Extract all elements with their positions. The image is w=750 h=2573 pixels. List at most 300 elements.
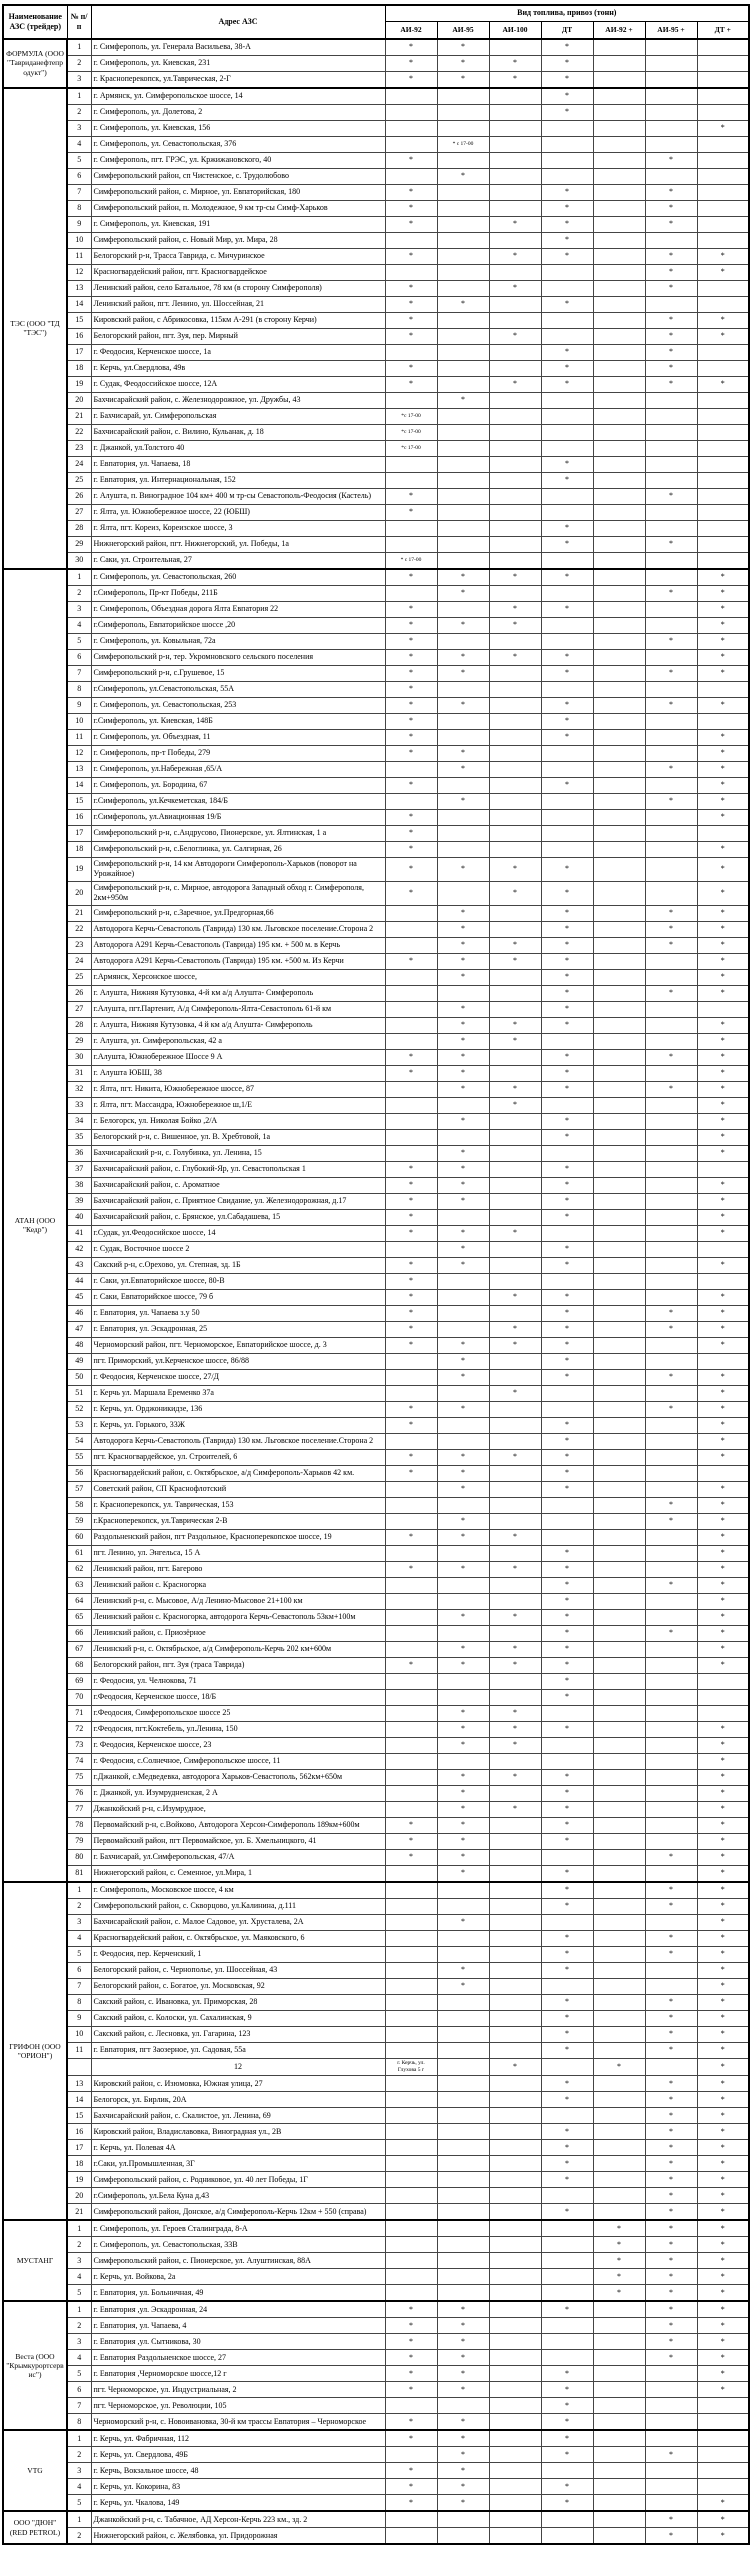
fuel-availability-cell [593,2447,645,2463]
row-number-cell: 1 [67,39,91,56]
address-cell: г. Судак, Феодоссийское шоссе, 12А [91,376,385,392]
table-row [3,120,749,136]
fuel-availability-cell: * [541,1209,593,1225]
fuel-availability-cell [437,1417,489,1433]
row-number-cell: 21 [67,2204,91,2221]
table-row [3,2042,749,2058]
row-number-cell: 2 [67,2237,91,2253]
fuel-availability-cell [541,408,593,424]
fuel-availability-cell [385,1017,437,1033]
table-row [3,1113,749,1129]
fuel-availability-cell: * [645,1369,697,1385]
fuel-availability-cell [593,216,645,232]
trader-name-cell: Веста (ООО "Крымкурортсервис") [3,2301,67,2430]
fuel-availability-cell [697,408,749,424]
table-row [3,504,749,520]
fuel-availability-cell [593,1209,645,1225]
fuel-availability-cell [437,248,489,264]
row-number-cell: 56 [67,1465,91,1481]
fuel-availability-cell [593,1513,645,1529]
address-cell: Нижнегорский район, с. Семенное, ул.Мира, 1 [91,1865,385,1882]
address-cell: Ленинский район, пгт. Багерово [91,1561,385,1577]
fuel-availability-cell: * [385,1161,437,1177]
fuel-availability-cell [437,1129,489,1145]
fuel-availability-cell: * [437,1561,489,1577]
table-row [3,1513,749,1529]
fuel-availability-cell [437,2285,489,2302]
row-number-cell: 6 [67,649,91,665]
fuel-availability-cell [645,1257,697,1273]
fuel-availability-cell [489,2140,541,2156]
row-number-cell: 27 [67,504,91,520]
fuel-availability-cell: * [645,2528,697,2545]
address-cell: г. Симферополь, ул. Героев Сталинграда, 8-А [91,2220,385,2237]
fuel-availability-cell [593,1257,645,1273]
fuel-availability-cell: * [541,857,593,881]
fuel-availability-cell: * [645,921,697,937]
row-number-cell: 74 [67,1753,91,1769]
address-cell: г. Армянск, ул. Симферопольское шоссе, 14 [91,88,385,105]
fuel-availability-cell [645,1833,697,1849]
fuel-availability-cell [437,360,489,376]
row-number-cell: 4 [67,2479,91,2495]
fuel-availability-cell [645,520,697,536]
trader-name-cell: ООО "ДЮН" (RED PETROL) [3,2511,67,2544]
fuel-availability-cell [593,2479,645,2495]
fuel-availability-cell [385,264,437,280]
fuel-availability-cell: * [437,2495,489,2512]
address-cell: г. Керчь, ул. Орджоникидзе, 136 [91,1401,385,1417]
fuel-availability-cell [489,312,541,328]
address-cell: г. Евпатория, пгт Заозерное, ул. Садовая, 55а [91,2042,385,2058]
fuel-availability-cell [593,2172,645,2188]
fuel-availability-cell [385,2528,437,2545]
fuel-availability-cell: * [541,777,593,793]
fuel-availability-cell: * [385,2350,437,2366]
fuel-availability-cell [593,1882,645,1899]
row-number-cell: 2 [67,104,91,120]
fuel-availability-cell: * [541,1465,593,1481]
fuel-availability-cell: * [541,2156,593,2172]
fuel-availability-cell: * [697,1849,749,1865]
fuel-availability-cell: * [385,2414,437,2431]
fuel-availability-cell [385,1689,437,1705]
fuel-availability-cell [541,552,593,569]
fuel-availability-cell [489,697,541,713]
fuel-availability-cell: * [541,39,593,56]
fuel-availability-cell: * [697,1898,749,1914]
fuel-availability-cell: * [697,921,749,937]
fuel-availability-cell [541,264,593,280]
fuel-availability-cell [593,312,645,328]
fuel-availability-cell [489,1545,541,1561]
fuel-availability-cell: * [437,1865,489,1882]
address-cell: Автодорога Керчь-Севастополь (Таврида) 130 км. Льговское поселение.Сторона 2 [91,921,385,937]
fuel-availability-cell [437,2528,489,2545]
fuel-availability-cell [489,2188,541,2204]
fuel-availability-cell [489,168,541,184]
fuel-availability-cell [697,713,749,729]
table-row [3,649,749,665]
address-cell: г. Судак, Восточное шоссе 2 [91,1241,385,1257]
fuel-availability-cell: * [489,2058,541,2076]
fuel-availability-cell: * [437,55,489,71]
fuel-availability-cell [385,2156,437,2172]
fuel-availability-cell [489,2092,541,2108]
address-cell: г. Джанкой, ул. Изумрудненская, 2 А [91,1785,385,1801]
fuel-availability-cell [437,440,489,456]
fuel-availability-cell: * [385,841,437,857]
table-row [3,1225,749,1241]
fuel-availability-cell [437,1385,489,1401]
fuel-availability-cell: * [697,1657,749,1673]
fuel-availability-cell: * [645,2042,697,2058]
fuel-availability-cell: * [489,881,541,905]
row-number-cell: 4 [67,2269,91,2285]
table-row [3,1337,749,1353]
fuel-availability-cell [541,1225,593,1241]
row-number-cell: 54 [67,1433,91,1449]
fuel-availability-cell: * [385,825,437,841]
fuel-availability-cell: * [541,2092,593,2108]
address-cell: г. Евпатория, ул. Чапаева, 18 [91,456,385,472]
address-cell: Бахчисарайский р-н, с. Голубинка, ул. Ленина, 15 [91,1145,385,1161]
fuel-availability-cell [593,344,645,360]
fuel-availability-cell [437,264,489,280]
fuel-availability-cell: *с 17-00 [385,408,437,424]
row-number-cell: 11 [67,248,91,264]
fuel-availability-cell [437,216,489,232]
row-number-cell: 4 [67,2350,91,2366]
fuel-availability-cell [489,1689,541,1705]
trader-name-cell: АТАН (ООО "Кедр") [3,569,67,1882]
fuel-availability-cell [645,39,697,56]
fuel-availability-cell [593,296,645,312]
row-number-cell: 47 [67,1321,91,1337]
table-row [3,2301,749,2318]
fuel-availability-cell: * [697,1257,749,1273]
fuel-availability-cell: * [489,1657,541,1673]
fuel-availability-cell: * [541,665,593,681]
fuel-availability-cell: * [697,1177,749,1193]
fuel-availability-cell: * [385,1177,437,1193]
fuel-availability-cell: * [541,1865,593,1882]
table-row [3,1097,749,1113]
fuel-availability-cell [385,1994,437,2010]
row-number-cell: 77 [67,1801,91,1817]
fuel-availability-cell [541,1033,593,1049]
fuel-availability-cell [489,777,541,793]
fuel-availability-cell [489,488,541,504]
fuel-availability-cell: * [385,665,437,681]
fuel-availability-cell [645,408,697,424]
fuel-availability-cell [541,1978,593,1994]
fuel-availability-cell [593,1449,645,1465]
fuel-availability-cell: * [645,937,697,953]
fuel-availability-cell: * [437,1017,489,1033]
fuel-availability-cell [489,585,541,601]
fuel-availability-cell: * [385,1417,437,1433]
fuel-availability-cell [541,168,593,184]
table-row [3,328,749,344]
fuel-availability-cell [697,1353,749,1369]
fuel-availability-cell: * [385,569,437,586]
fuel-availability-cell: * [645,1321,697,1337]
fuel-availability-cell [697,152,749,168]
fuel-availability-cell [645,456,697,472]
fuel-availability-cell: * [645,2140,697,2156]
fuel-availability-cell [437,2092,489,2108]
fuel-availability-cell [593,200,645,216]
table-row [3,1673,749,1689]
address-cell: г. Бахчисарай, ул.Симферопольская, 47/А [91,1849,385,1865]
fuel-availability-cell: * [541,1817,593,1833]
fuel-availability-cell [385,2188,437,2204]
table-row [3,2108,749,2124]
fuel-availability-cell [437,1097,489,1113]
fuel-availability-cell: * [645,2285,697,2302]
fuel-availability-cell [697,504,749,520]
fuel-availability-cell: * [697,2026,749,2042]
row-number-cell: 16 [67,809,91,825]
row-number-cell: 42 [67,1241,91,1257]
table-row [3,1753,749,1769]
fuel-availability-cell [697,1689,749,1705]
table-row [3,71,749,88]
fuel-availability-cell: * [385,184,437,200]
fuel-availability-cell [645,1353,697,1369]
fuel-availability-cell: * [437,2334,489,2350]
fuel-availability-cell [593,120,645,136]
fuel-availability-cell: * [541,1257,593,1273]
fuel-availability-cell: * [697,585,749,601]
table-row [3,2398,749,2414]
fuel-availability-cell: * [541,1065,593,1081]
fuel-availability-cell: * [385,697,437,713]
fuel-availability-cell: * [437,1737,489,1753]
fuel-availability-cell [541,2350,593,2366]
address-cell: г.Красноперекопск, ул.Таврическая 2-В [91,1513,385,1529]
fuel-availability-cell [385,1721,437,1737]
fuel-availability-cell: * [437,2430,489,2447]
fuel-availability-cell [645,1705,697,1721]
fuel-availability-cell: * [437,569,489,586]
fuel-availability-cell: * [541,2382,593,2398]
fuel-availability-cell: * [385,1833,437,1849]
table-row [3,1737,749,1753]
address-cell: пгт. Приморский, ул.Керченское шоссе, 86/88 [91,1353,385,1369]
fuel-availability-cell: * [697,881,749,905]
fuel-availability-cell [593,504,645,520]
fuel-availability-cell [593,1385,645,1401]
fuel-availability-cell: * [541,1994,593,2010]
fuel-availability-cell [593,2366,645,2382]
fuel-availability-cell [489,456,541,472]
table-row [3,1801,749,1817]
fuel-availability-cell: * [437,1529,489,1545]
fuel-availability-cell: * [489,280,541,296]
fuel-availability-cell: * [489,1529,541,1545]
row-number-cell: 2 [67,2447,91,2463]
fuel-availability-cell: * [541,2430,593,2447]
fuel-availability-cell [593,440,645,456]
fuel-availability-cell: * [697,1545,749,1561]
fuel-availability-cell: * [489,601,541,617]
fuel-availability-cell [593,2092,645,2108]
row-number-cell: 64 [67,1593,91,1609]
fuel-availability-cell [541,1737,593,1753]
fuel-availability-cell [593,857,645,881]
fuel-availability-cell [645,569,697,586]
fuel-availability-cell [437,2237,489,2253]
row-number-cell: 43 [67,1257,91,1273]
fuel-availability-cell [541,280,593,296]
fuel-availability-cell: * [593,2058,645,2076]
address-cell: г. Евпатория ,Черноморское шоссе,12 г [91,2366,385,2382]
fuel-availability-cell: * [697,2318,749,2334]
fuel-availability-cell [489,520,541,536]
fuel-availability-cell [385,104,437,120]
fuel-availability-cell: * [541,2026,593,2042]
row-number-cell: 78 [67,1817,91,1833]
fuel-availability-cell [489,424,541,440]
fuel-availability-cell [489,1401,541,1417]
fuel-availability-cell [593,2124,645,2140]
fuel-availability-cell: * [437,1914,489,1930]
fuel-availability-cell [437,2140,489,2156]
fuel-availability-cell: * [437,1113,489,1129]
fuel-availability-cell [437,344,489,360]
fuel-availability-cell: * [385,2430,437,2447]
fuel-availability-cell [593,184,645,200]
fuel-availability-cell [697,488,749,504]
fuel-availability-cell [489,552,541,569]
fuel-availability-cell: * [541,2366,593,2382]
fuel-availability-cell [489,761,541,777]
fuel-availability-cell: * [645,2172,697,2188]
fuel-availability-cell: * [385,39,437,56]
fuel-availability-cell [489,809,541,825]
fuel-availability-cell: * [645,793,697,809]
table-row [3,1561,749,1577]
fuel-availability-cell: * [645,2124,697,2140]
row-number-cell: 6 [67,2382,91,2398]
fuel-availability-cell [645,1753,697,1769]
fuel-availability-cell [385,937,437,953]
fuel-availability-cell [489,1817,541,1833]
fuel-availability-cell [645,2382,697,2398]
address-cell: г. Симферополь, ул. Бородина, 67 [91,777,385,793]
address-cell: г. Симферополь, Московское шоссе, 4 км [91,1882,385,1899]
fuel-availability-cell [645,745,697,761]
fuel-availability-cell: * [541,2042,593,2058]
fuel-availability-cell: * [385,1849,437,1865]
fuel-availability-cell [593,1962,645,1978]
fuel-availability-cell: * [697,1449,749,1465]
fuel-availability-cell: * [697,1369,749,1385]
fuel-availability-cell [645,1385,697,1401]
table-row [3,1145,749,1161]
fuel-availability-cell: *с 17-00 [385,424,437,440]
address-cell: Бахчисарайский район, с. Вилино, Кульанак, д. 18 [91,424,385,440]
table-row [3,2010,749,2026]
address-cell: Нижнегорский район, с. Желябовка, ул. Придорожная [91,2528,385,2545]
fuel-availability-cell [593,55,645,71]
fuel-availability-cell [593,424,645,440]
fuel-availability-cell [593,280,645,296]
row-number-cell: 7 [67,184,91,200]
fuel-availability-cell: * [697,1930,749,1946]
row-number-cell: 53 [67,1417,91,1433]
address-cell: Джанкойский р-н, с.Изумрудное, [91,1801,385,1817]
fuel-availability-cell: * [593,2269,645,2285]
fuel-availability-cell: * [645,2204,697,2221]
fuel-availability-cell [593,1065,645,1081]
fuel-availability-cell: * [541,456,593,472]
fuel-availability-cell [697,536,749,552]
fuel-availability-cell [645,1289,697,1305]
fuel-availability-cell [645,88,697,105]
table-row [3,777,749,793]
address-cell: г. Феодосия, Керченское шоссе, 27/Д [91,1369,385,1385]
fuel-availability-cell: * [437,1161,489,1177]
fuel-availability-cell [593,601,645,617]
fuel-availability-cell [541,841,593,857]
table-row [3,2140,749,2156]
row-number-cell: 19 [67,857,91,881]
address-cell: Ленинский район с. Красногорка, автодорога Керчь-Севастополь 53км+100м [91,1609,385,1625]
fuel-availability-cell: * [645,761,697,777]
fuel-availability-cell [489,681,541,697]
fuel-availability-cell [645,120,697,136]
fuel-availability-cell [541,2220,593,2237]
fuel-availability-cell: * [385,633,437,649]
fuel-availability-cell [593,665,645,681]
fuel-availability-cell [593,761,645,777]
fuel-availability-cell [593,1289,645,1305]
fuel-availability-cell [489,152,541,168]
fuel-availability-cell: * [697,1097,749,1113]
fuel-availability-cell: * [437,1481,489,1497]
fuel-availability-cell: * [437,1241,489,1257]
fuel-availability-cell [593,2414,645,2431]
fuel-availability-cell [593,1801,645,1817]
row-number-cell: 20 [67,881,91,905]
row-number-cell: 26 [67,488,91,504]
fuel-availability-cell [645,1593,697,1609]
address-cell: г.Алушта, пгт.Партенит, А/д Симферополь-Ялта-Севастополь 61-й км [91,1001,385,1017]
fuel-availability-cell [593,136,645,152]
fuel-availability-cell [593,1305,645,1321]
fuel-availability-cell: * [697,2108,749,2124]
fuel-availability-cell: * [437,1353,489,1369]
fuel-availability-cell [437,2511,489,2528]
fuel-availability-cell: * [541,1609,593,1625]
fuel-availability-cell [437,280,489,296]
fuel-availability-cell: * [541,1946,593,1962]
row-number-cell: 7 [67,665,91,681]
fuel-availability-cell [385,1785,437,1801]
fuel-availability-cell [593,1689,645,1705]
fuel-availability-cell [489,1433,541,1449]
fuel-availability-cell: * [697,1337,749,1353]
fuel-availability-cell: * [645,200,697,216]
fuel-availability-cell [593,1145,645,1161]
fuel-availability-cell [489,1833,541,1849]
fuel-availability-cell: * [541,296,593,312]
fuel-availability-cell: * [697,601,749,617]
address-cell: г.Симферополь, ул. Киевская, 148Б [91,713,385,729]
